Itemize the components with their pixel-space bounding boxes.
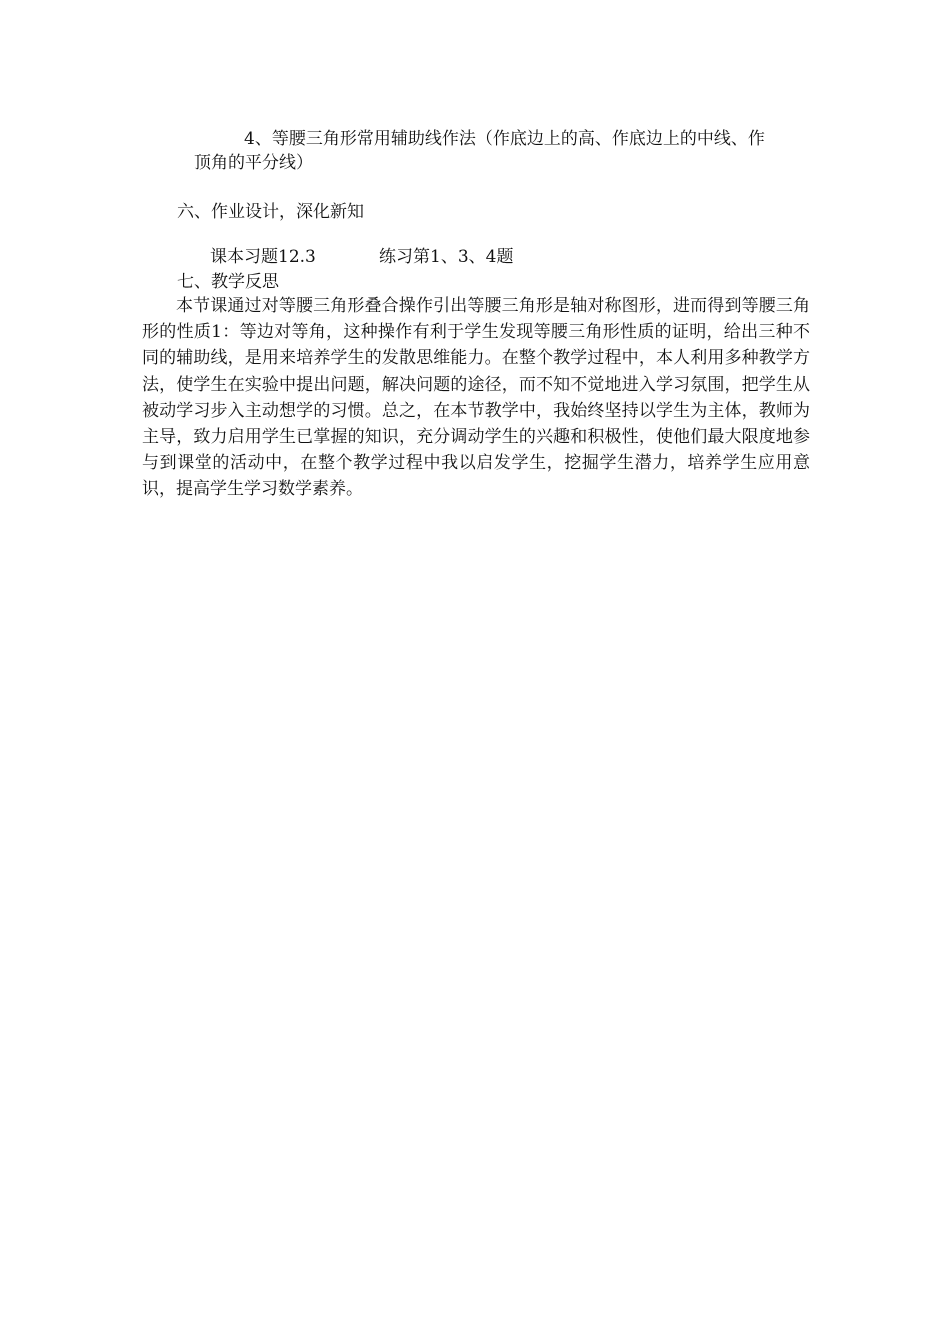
- homework-exercise: 练习第1、3、4题: [379, 247, 514, 267]
- section6-heading: 六、作业设计，深化新知: [177, 202, 364, 222]
- item4-line1: 4、等腰三角形常用辅助线作法（作底边上的高、作底边上的中线、作: [244, 129, 765, 149]
- section7-heading: 七、教学反思: [177, 272, 279, 292]
- reflection-paragraph: 本节课通过对等腰三角形叠合操作引出等腰三角形是轴对称图形，进而得到等腰三角形的性质1：等边对等角，这种操作有利于学生发现等腰三角形性质的证明，给出三种不同的辅助线，是用来培养学生的发散思维能力。在整个教学过程中，本人利用多种教学方法，使学生在实验中提出问题，解决问题的途径，而不知不觉地进入学习氛围，把学生从被动学习步入主动想学的习惯。总之，在本节教学中，我始终坚持以学生为主体，教师为主导，致力启用学生已掌握的知识，充分调动学生的兴趣和积极性，使他们最大限度地参与到课堂的活动中，在整个教学过程中我以启发学生，挖掘学生潜力，培养学生应用意识，提高学生学习数学素养。: [142, 296, 810, 500]
- item4-line2: 顶角的平分线）: [194, 153, 313, 173]
- homework-textbook: 课本习题12.3: [210, 247, 316, 267]
